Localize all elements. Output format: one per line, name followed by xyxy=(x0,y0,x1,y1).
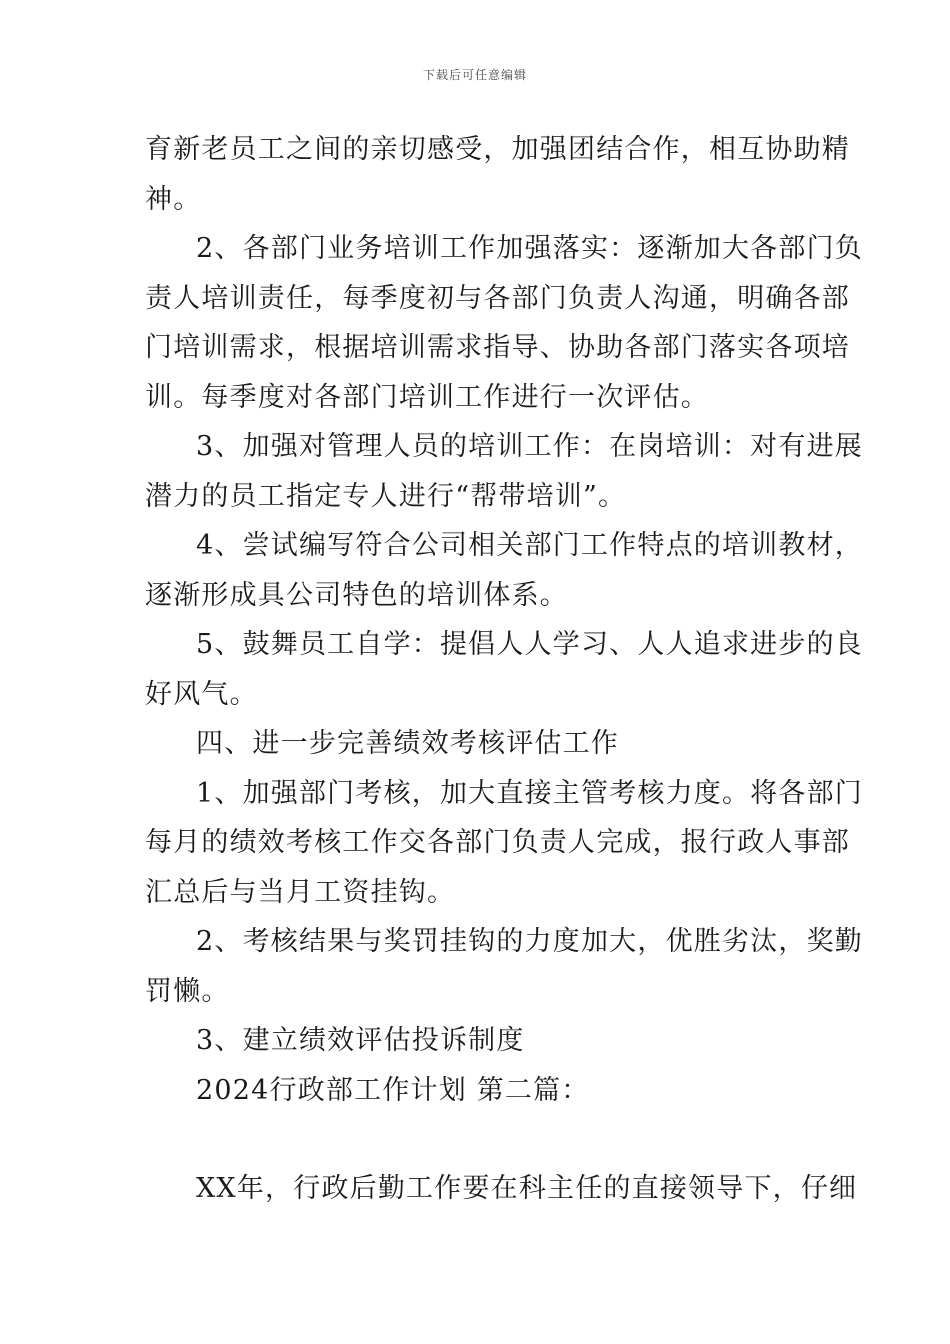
paragraph-line: XX年，行政后勤工作要在科主任的直接领导下，仔细 xyxy=(196,1173,858,1204)
paragraph-line: 育新老员工之间的亲切感受，加强团结合作，相互协助精 xyxy=(145,134,850,165)
paragraph-line: 5、鼓舞员工自学：提倡人人学习、人人追求进步的良 xyxy=(196,629,863,660)
paragraph-line: 2、各部门业务培训工作加强落实：逐渐加大各部门负 xyxy=(196,233,863,264)
paragraph-line: 汇总后与当月工资挂钩。 xyxy=(145,877,456,908)
paragraph-line: 1、加强部门考核，加大直接主管考核力度。将各部门 xyxy=(196,778,863,809)
paragraph-line: 神。 xyxy=(145,184,202,215)
paragraph-line: 责人培训责任，每季度初与各部门负责人沟通，明确各部 xyxy=(145,283,850,314)
paragraph-line: 2、考核结果与奖罚挂钩的力度加大，优胜劣汰，奖勤 xyxy=(196,926,863,957)
paragraph-line: 4、尝试编写符合公司相关部门工作特点的培训教材， xyxy=(196,530,863,561)
paragraph-line: 每月的绩效考核工作交各部门负责人完成，报行政人事部 xyxy=(145,827,850,858)
paragraph-line: 训。每季度对各部门培训工作进行一次评估。 xyxy=(145,382,709,413)
paragraph-line: 好风气。 xyxy=(145,679,258,710)
paragraph-line: 罚懒。 xyxy=(145,976,230,1007)
section-heading: 四、进一步完善绩效考核评估工作 xyxy=(196,728,619,759)
paragraph-line: 潜力的员工指定专人进行“帮带培训”。 xyxy=(145,481,627,512)
page-header: 下载后可任意编辑 xyxy=(422,68,527,82)
paragraph-line: 3、加强对管理人员的培训工作：在岗培训：对有进展 xyxy=(196,431,863,462)
paragraph-line: 逐渐形成具公司特色的培训体系。 xyxy=(145,580,568,611)
section-title: 2024行政部工作计划 第二篇： xyxy=(196,1075,590,1106)
paragraph-line: 3、建立绩效评估投诉制度 xyxy=(196,1025,525,1056)
paragraph-line: 门培训需求，根据培训需求指导、协助各部门落实各项培 xyxy=(145,332,850,363)
